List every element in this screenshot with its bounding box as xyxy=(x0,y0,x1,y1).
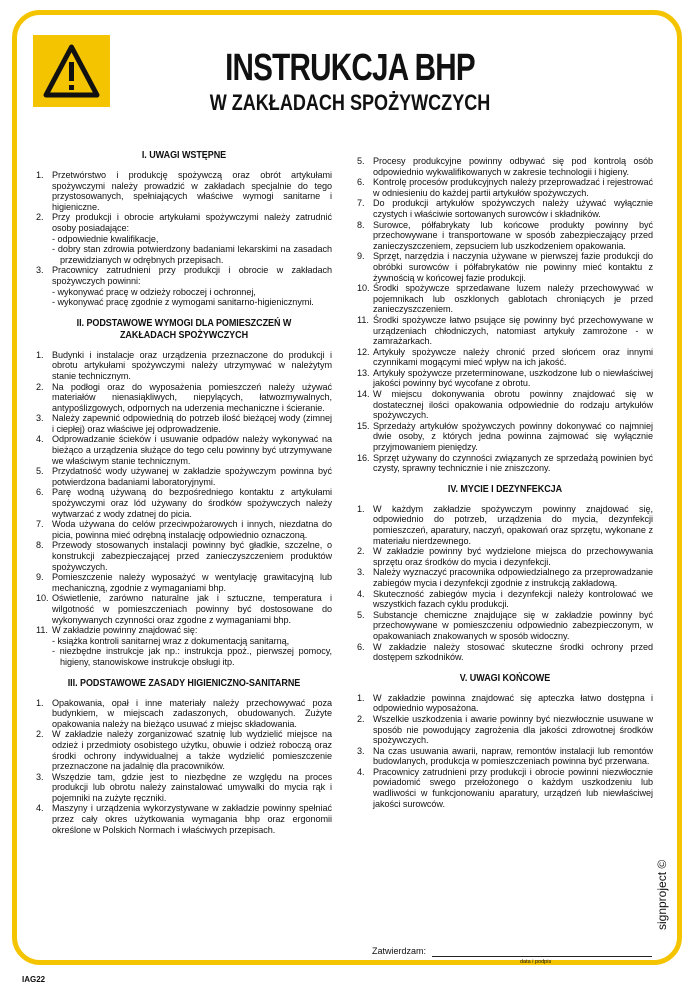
section-list xyxy=(36,350,332,668)
item-number: 10. xyxy=(357,283,370,294)
list-item xyxy=(357,610,653,642)
signature-line[interactable] xyxy=(432,956,652,957)
item-text: Odprowadzanie ścieków i usuwanie odpadów należy wykonywać na bieżąco a urządzenia służące do tego celu powinny być utrzymywane we właściwym stanie technicznym. xyxy=(52,434,332,466)
item-number: 9. xyxy=(357,251,365,262)
list-item xyxy=(357,453,653,474)
item-number: 7. xyxy=(36,519,44,530)
list-item xyxy=(36,572,332,593)
list-item xyxy=(357,504,653,546)
item-text: W zakładzie powinny znajdować się: xyxy=(52,625,198,636)
page-subtitle: W ZAKŁADACH SPOŻYWCZYCH xyxy=(209,90,491,115)
list-item xyxy=(36,772,332,804)
list-item xyxy=(36,519,332,540)
list-item xyxy=(357,156,653,177)
item-number: 16. xyxy=(357,452,370,463)
item-number: 3. xyxy=(357,745,365,756)
list-item xyxy=(357,693,653,714)
section-list xyxy=(357,156,653,474)
item-text: Sprzęt, narzędzia i naczynia używane w pierwszej fazie produkcji do obróbki surowców i półfabrykatów nie powinny mieć kontaktu z żywnością w końcowej fazie produkcji. xyxy=(373,251,653,283)
item-number: 7. xyxy=(357,198,365,209)
list-item xyxy=(36,625,332,667)
list-item xyxy=(36,170,332,212)
item-text: Należy zapewnić odpowiednią do potrzeb ilość bieżącej wody (zimnej i ciepłej) oraz właściwe jej odprowadzenie. xyxy=(52,413,332,434)
item-number: 1. xyxy=(36,697,44,708)
approval-label: Zatwierdzam: xyxy=(372,946,427,956)
section-list xyxy=(36,698,332,836)
list-item xyxy=(357,251,653,283)
item-text: W zakładzie należy stosować skuteczne środki ochrony przed dostępem szkodników. xyxy=(373,641,653,663)
item-number: 2. xyxy=(357,713,365,724)
item-number: 1. xyxy=(36,349,44,360)
page-title: INSTRUKCJA BHP xyxy=(225,47,475,89)
section-heading: III. PODSTAWOWE ZASADY HIGIENICZNO-SANITARNE xyxy=(67,677,301,689)
item-text: Opakowania, opał i inne materiały należy przechowywać poza budynkiem, w miejscach zadaszonych, obudowanych. Zużyte opakowania należy na bieżąco usuwać z miejsc składowania. xyxy=(52,697,332,729)
list-item xyxy=(36,803,332,835)
item-number: 13. xyxy=(357,367,370,378)
item-text: Maszyny i urządzenia wykorzystywane w zakładzie powinny spełniać przez cały okres użytkowania wymagania bhp oraz ergonomii określone w Polskich Normach i właściwych przepisach. xyxy=(52,803,332,835)
section-heading: I. UWAGI WSTĘPNE xyxy=(141,150,227,161)
item-number: 5. xyxy=(357,156,365,166)
item-number: 12. xyxy=(357,346,370,357)
item-text: Artykuły spożywcze przeterminowane, uszkodzone lub o niewłaściwej jakości powinny być wycofane z obrotu. xyxy=(373,367,653,389)
item-number: 4. xyxy=(357,766,365,777)
item-text: W miejscu dokonywania obrotu powinny znajdować się w dostatecznej ilości opakowania odpowiednie do rodzaju artykułów spożywczych. xyxy=(373,389,653,421)
item-text: Budynki i instalacje oraz urządzenia przeznaczone do produkcji i obrotu artykułami spożywczymi należy utrzymywać w należytym stanie technicznym. xyxy=(52,349,332,381)
sub-item: - wykonywać pracę w odzieży roboczej i ochronnej, xyxy=(52,286,256,297)
list-item xyxy=(357,347,653,368)
item-text: Przewody stosowanych instalacji powinny być gładkie, szczelne, o konstrukcji zabezpieczającej przed zanieczyszczeniem produktów spożywczych. xyxy=(52,540,332,572)
item-number: 8. xyxy=(36,540,44,551)
section-list xyxy=(357,693,653,810)
list-item xyxy=(357,589,653,610)
warning-triangle-icon xyxy=(33,35,110,107)
item-text: Do produkcji artykułów spożywczych należy używać wyłącznie czystych i właściwie sortowanych surowców i składników. xyxy=(373,198,653,219)
item-number: 6. xyxy=(357,641,365,652)
item-number: 3. xyxy=(36,413,44,424)
list-item xyxy=(36,434,332,466)
list-item xyxy=(36,487,332,519)
section-heading: IV. MYCIE I DEZYNFEKCJA xyxy=(447,483,563,495)
item-text: Kontrolę procesów produkcyjnych należy przeprowadzać i rejestrować w odniesieniu do każdej partii artykułów spożywczych. xyxy=(373,177,653,198)
item-text: Środki spożywcze łatwo psujące się powinny być przechowywane w urządzeniach chłodniczych, natomiast artykuły zamrożone - w zamrażarkach. xyxy=(373,314,653,347)
list-item xyxy=(357,767,653,809)
sub-item: - niezbędne instrukcje jak np.: instrukcja ppoż., pierwszej pomocy, higieny, stanowiskowe instrukcje obsługi itp. xyxy=(52,646,332,667)
item-number: 8. xyxy=(357,219,365,230)
item-number: 14. xyxy=(357,389,370,400)
item-number: 4. xyxy=(357,588,365,599)
list-item xyxy=(36,698,332,730)
item-number: 10. xyxy=(36,593,49,604)
item-number: 2. xyxy=(36,212,44,223)
item-number: 3. xyxy=(36,771,44,782)
item-text: Oświetlenie, zarówno naturalne jak i sztuczne, temperatura i wilgotność w pomieszczeniach powinny być dostosowane do wykonywanych czynności oraz zgodne z wymaganiami bhp. xyxy=(52,593,332,625)
sub-item: - dobry stan zdrowia potwierdzony badaniami lekarskimi na zasadach przewidzianych w odrębnych przepisach. xyxy=(52,244,332,265)
item-number: 2. xyxy=(36,729,44,740)
sub-item: - wykonywać pracę zgodnie z wymogami sanitarno-higienicznymi. xyxy=(52,297,314,308)
item-text: Surowce, półfabrykaty lub końcowe produkty powinny być przechowywane i transportowane w sposób zabezpieczający przed zanieczyszczeniem, zepsuciem lub uszkodzeniem opakowania. xyxy=(373,219,653,251)
item-number: 6. xyxy=(357,177,365,188)
item-number: 4. xyxy=(36,803,44,814)
list-item xyxy=(357,198,653,219)
list-item xyxy=(357,389,653,421)
item-text: Substancje chemiczne znajdujące się w zakładzie powinny być przechowywane w pomieszczeniu odpowiednio zabezpieczonym, w opakowaniach znakowanych w sposób widoczny. xyxy=(373,609,653,641)
right-column xyxy=(357,156,653,809)
list-item xyxy=(36,350,332,382)
item-text: Sprzęt używany do czynności związanych ze sprzedażą powinien być czysty, sprawny technicznie i nie zniszczony. xyxy=(373,452,653,474)
list-item xyxy=(357,421,653,453)
item-number: 11. xyxy=(36,625,48,636)
item-number: 6. xyxy=(36,487,44,498)
item-text: Przydatność wody używanej w zakładzie spożywczym powinna być potwierdzona badaniami laboratoryjnymi. xyxy=(52,466,332,487)
item-text: Na czas usuwania awarii, napraw, remontów instalacji lub remontów budowlanych, produkcja w pomieszczeniach powinna być przerwana. xyxy=(373,745,653,767)
item-text: Sprzedaży artykułów spożywczych powinny dokonywać co najmniej dwie osoby, z których jedna powinna zajmować się wyłącznie przyjmowaniem pieniędzy. xyxy=(373,420,653,453)
item-text: Pomieszczenie należy wyposażyć w wentylację grawitacyjną lub mechaniczną, zgodnie z wymaganiami bhp. xyxy=(52,572,332,593)
item-text: Należy wyznaczyć pracownika odpowiedzialnego za przeprowadzanie zabiegów mycia i dezynfekcji zgodnie z instrukcją zakładową. xyxy=(373,567,653,588)
section-list xyxy=(357,504,653,663)
item-number: 2. xyxy=(357,546,365,557)
item-text: Procesy produkcyjne powinny odbywać się pod kontrolą osób odpowiednio wykwalifikowanych w zakresie technologii i higieny. xyxy=(373,156,653,177)
item-text: Artykuły spożywcze należy chronić przed słońcem oraz innymi czynnikami mogącymi mieć wpływ na ich jakość. xyxy=(373,346,653,368)
item-text: Środki spożywcze sprzedawane luzem należy przechowywać w pojemnikach lub oszklonych gablotach chroniących je przed zanieczyszczeniem. xyxy=(373,283,653,315)
item-text: W zakładzie powinna znajdować się apteczka łatwo dostępna i odpowiednio wyposażona. xyxy=(373,692,653,714)
item-number: 3. xyxy=(357,567,365,578)
item-number: 11. xyxy=(357,314,369,325)
item-number: 4. xyxy=(36,434,44,445)
item-text: W każdym zakładzie spożywczym powinny znajdować się, odpowiednio do potrzeb, urządzenia do mycia, dezynfekcji pomieszczeń, aparatury, naczyń, opakowań oraz sprzętu, wykonane z materiału nierdzewnego. xyxy=(373,503,653,546)
item-text: Na podłogi oraz do wyposażenia pomieszczeń należy używać materiałów nienasiąkliwych, niepylących, łatwozmywalnych, antypoślizgowych, odpornych na uderzenia mechaniczne i ścieranie. xyxy=(52,381,332,413)
item-text: Pracownicy zatrudnieni przy produkcji i obrocie w zakładach spożywczych powinni: xyxy=(52,265,332,286)
item-number: 15. xyxy=(357,420,370,431)
item-text: Przetwórstwo i produkcję spożywczą oraz obrót artykułami spożywczymi należy prowadzić w zakładach specjalnie do tego przystosowanych, spełniających właściwe wymogi sanitarne i higieniczne. xyxy=(52,170,332,212)
list-item xyxy=(36,413,332,434)
item-text: Wszędzie tam, gdzie jest to niezbędne ze względu na proces produkcji lub obrotu należy zainstalować umywalki do mycia rąk i pojemniki na zużyte ręczniki. xyxy=(52,771,332,803)
item-number: 1. xyxy=(357,503,365,514)
item-number: 5. xyxy=(357,609,365,620)
list-item xyxy=(36,540,332,572)
list-item xyxy=(36,593,332,625)
item-number: 2. xyxy=(36,381,44,392)
list-item xyxy=(357,283,653,315)
list-item xyxy=(36,265,332,307)
list-item xyxy=(357,220,653,252)
signature-caption: data i podpis xyxy=(520,959,552,965)
item-text: Pracownicy zatrudnieni przy produkcji i obrocie powinni niezwłocznie powiadomić swego przełożonego o każdym uszkodzeniu lub wadliwości w funkcjonowaniu aparatury, urządzeń lub niewłaściwej jakości surowców. xyxy=(373,766,653,809)
list-item xyxy=(357,746,653,767)
item-number: 3. xyxy=(36,265,44,276)
section-list xyxy=(36,170,332,308)
item-text: Parę wodną używaną do bezpośredniego kontaktu z artykułami spożywczymi oraz lód używany do środków spożywczych należy wytwarzać z wody zdatnej do picia. xyxy=(52,487,332,519)
item-number: 1. xyxy=(36,170,44,180)
item-text: Skuteczność zabiegów mycia i dezynfekcji należy kontrolować we wszystkich fazach cyklu produkcji. xyxy=(373,588,653,610)
item-text: W zakładzie należy zorganizować szatnię lub wydzielić miejsce na odzież i przedmioty osobistego użytku, obuwie i odzież roboczą oraz środki ochrony indywidualnej a także wydzielić pomieszczenie przeznaczone na jadalnię dla pracowników. xyxy=(52,729,332,772)
list-item xyxy=(357,315,653,347)
list-item xyxy=(357,567,653,588)
item-text: Woda używana do celów przeciwpożarowych i innych, niezdatna do picia, powinna mieć odrębną instalację odpowiednio oznaczoną. xyxy=(52,519,332,540)
item-text: W zakładzie powinny być wydzielone miejsca do przechowywania sprzętu oraz środków do mycia i dezynfekcji. xyxy=(373,546,653,567)
list-item xyxy=(357,642,653,663)
item-number: 5. xyxy=(36,466,44,477)
list-item xyxy=(357,714,653,746)
document-code: IAG22 xyxy=(22,975,46,984)
list-item xyxy=(36,212,332,265)
left-column xyxy=(36,150,332,835)
list-item xyxy=(357,368,653,389)
item-number: 9. xyxy=(36,572,44,583)
section-heading: V. UWAGI KOŃCOWE xyxy=(459,672,551,684)
list-item xyxy=(357,177,653,198)
brand-label: signproject © xyxy=(655,859,669,930)
list-item xyxy=(36,466,332,487)
section-heading: II. PODSTAWOWE WYMOGI DLA POMIESZCZEŃ W ZAKŁADACH SPOŻYWCZYCH xyxy=(76,317,292,341)
list-item xyxy=(36,729,332,771)
item-number: 1. xyxy=(357,692,365,703)
sub-item: - książka kontroli sanitarnej wraz z dokumentacją sanitarną, xyxy=(52,635,290,646)
item-text: Przy produkcji i obrocie artykułami spożywczymi należy zatrudnić osoby posiadające: xyxy=(52,212,332,233)
warning-sign xyxy=(33,35,110,107)
item-text: Wszelkie uszkodzenia i awarie powinny być niezwłocznie usuwane w sposób nie powodujący zagrożenia dla jakości zdrowotnej środków spożywczych. xyxy=(373,713,653,746)
list-item xyxy=(36,382,332,414)
sub-item: - odpowiednie kwalifikacje, xyxy=(52,233,159,244)
list-item xyxy=(357,546,653,567)
